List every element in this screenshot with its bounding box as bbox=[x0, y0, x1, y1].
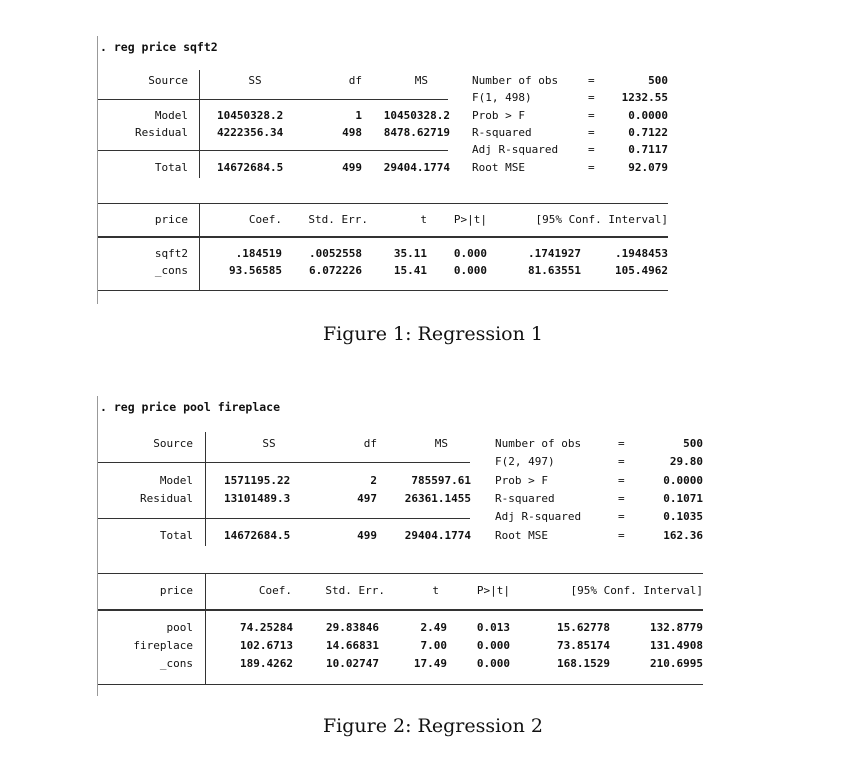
coef-value: 93.56585 bbox=[229, 264, 282, 277]
coef-se: 10.02747 bbox=[326, 657, 379, 670]
stat-eq: = bbox=[588, 74, 595, 87]
coef-top-rule bbox=[98, 573, 703, 574]
coef-var: fireplace bbox=[133, 639, 193, 652]
anova-source: Total bbox=[159, 529, 193, 542]
anova-column-divider bbox=[205, 432, 206, 546]
coef-se: .0052558 bbox=[309, 247, 362, 260]
coef-var: pool bbox=[166, 621, 193, 634]
stat-value: 0.7117 bbox=[628, 143, 668, 156]
coef-ci-low: .1741927 bbox=[528, 247, 581, 260]
stat-eq: = bbox=[618, 529, 625, 542]
anova-ms: 8478.62719 bbox=[383, 126, 450, 139]
regression-command: . reg price sqft2 bbox=[100, 40, 218, 54]
coef-p: 0.013 bbox=[476, 621, 510, 634]
anova-total-rule bbox=[98, 150, 448, 151]
coef-se: 6.072226 bbox=[309, 264, 362, 277]
stat-label: Root MSE bbox=[495, 529, 548, 542]
anova-source: Total bbox=[154, 161, 188, 174]
anova-ms: 785597.61 bbox=[411, 474, 471, 487]
stat-eq: = bbox=[618, 455, 625, 468]
stat-value: 0.1035 bbox=[663, 510, 703, 523]
anova-ss: 14672684.5 bbox=[217, 161, 284, 174]
anova-column-divider bbox=[199, 70, 200, 178]
anova-header-rule bbox=[98, 99, 448, 100]
anova-header-ms: MS bbox=[434, 437, 448, 450]
coef-header-var: price bbox=[154, 213, 188, 226]
anova-df: 1 bbox=[355, 109, 362, 122]
stat-label: Prob > F bbox=[472, 109, 525, 122]
stat-value: 92.079 bbox=[628, 161, 668, 174]
coef-ci-high: 210.6995 bbox=[650, 657, 703, 670]
anova-df: 499 bbox=[357, 529, 377, 542]
coef-value: 74.25284 bbox=[240, 621, 293, 634]
anova-ss: 1571195.22 bbox=[224, 474, 291, 487]
coef-p: 0.000 bbox=[453, 247, 487, 260]
output-margin-line bbox=[97, 36, 98, 304]
figure-caption: Figure 2: Regression 2 bbox=[323, 715, 543, 737]
anova-ms: 29404.1774 bbox=[383, 161, 450, 174]
stat-label: F(1, 498) bbox=[472, 91, 532, 104]
coef-bottom-rule bbox=[98, 290, 668, 291]
stat-eq: = bbox=[618, 510, 625, 523]
anova-df: 2 bbox=[370, 474, 377, 487]
coef-column-divider bbox=[205, 573, 206, 685]
anova-header-ss: SS bbox=[262, 437, 276, 450]
coef-header-t: t bbox=[420, 213, 427, 226]
anova-header-rule bbox=[98, 462, 470, 463]
stat-value: 1232.55 bbox=[621, 91, 668, 104]
anova-source: Residual bbox=[135, 126, 188, 139]
anova-ss: 13101489.3 bbox=[224, 492, 291, 505]
stat-value: 0.0000 bbox=[628, 109, 668, 122]
anova-source: Model bbox=[159, 474, 193, 487]
coef-header-p: P>|t| bbox=[476, 584, 510, 597]
coef-ci-low: 15.62778 bbox=[557, 621, 610, 634]
stat-value: 29.80 bbox=[669, 455, 703, 468]
coef-column-divider bbox=[199, 203, 200, 290]
coef-t: 15.41 bbox=[393, 264, 427, 277]
anova-ms: 26361.1455 bbox=[404, 492, 471, 505]
coef-var: _cons bbox=[154, 264, 188, 277]
coef-ci-low: 73.85174 bbox=[557, 639, 610, 652]
stat-label: Adj R-squared bbox=[495, 510, 582, 523]
stat-value: 0.0000 bbox=[663, 474, 703, 487]
anova-header-ms: MS bbox=[414, 74, 428, 87]
anova-ss: 4222356.34 bbox=[217, 126, 284, 139]
anova-source: Model bbox=[154, 109, 188, 122]
coef-header-t: t bbox=[432, 584, 439, 597]
stat-eq: = bbox=[588, 143, 595, 156]
stat-eq: = bbox=[618, 437, 625, 450]
stat-label: Prob > F bbox=[495, 474, 548, 487]
coef-ci-high: .1948453 bbox=[615, 247, 668, 260]
coef-header-var: price bbox=[159, 584, 193, 597]
stat-eq: = bbox=[588, 109, 595, 122]
coef-var: sqft2 bbox=[154, 247, 188, 260]
coef-header-coef: Coef. bbox=[248, 213, 282, 226]
stat-label: Number of obs bbox=[495, 437, 582, 450]
stat-label: F(2, 497) bbox=[495, 455, 555, 468]
coef-ci-low: 168.1529 bbox=[557, 657, 610, 670]
coef-p: 0.000 bbox=[476, 657, 510, 670]
regression-command: . reg price pool fireplace bbox=[100, 400, 281, 414]
output-margin-line bbox=[97, 396, 98, 696]
anova-df: 498 bbox=[342, 126, 362, 139]
coef-header-p: P>|t| bbox=[453, 213, 487, 226]
coef-ci-high: 131.4908 bbox=[650, 639, 703, 652]
coef-t: 2.49 bbox=[420, 621, 447, 634]
figure-caption: Figure 1: Regression 1 bbox=[323, 323, 543, 345]
stat-label: R-squared bbox=[495, 492, 555, 505]
coef-header-coef: Coef. bbox=[258, 584, 292, 597]
coef-se: 14.66831 bbox=[326, 639, 379, 652]
coef-value: 189.4262 bbox=[240, 657, 293, 670]
coef-bottom-rule bbox=[98, 684, 703, 685]
stat-value: 500 bbox=[683, 437, 703, 450]
anova-ss: 10450328.2 bbox=[217, 109, 284, 122]
stat-value: 162.36 bbox=[663, 529, 703, 542]
anova-header-source: Source bbox=[153, 437, 193, 450]
stat-value: 0.7122 bbox=[628, 126, 668, 139]
stat-eq: = bbox=[588, 161, 595, 174]
stat-eq: = bbox=[618, 474, 625, 487]
stat-eq: = bbox=[618, 492, 625, 505]
coef-value: 102.6713 bbox=[240, 639, 293, 652]
coef-ci-high: 105.4962 bbox=[615, 264, 668, 277]
coef-top-rule bbox=[98, 203, 668, 204]
coef-header-se: Std. Err. bbox=[325, 584, 385, 597]
anova-header-df: df bbox=[348, 74, 362, 87]
anova-total-rule bbox=[98, 518, 470, 519]
anova-df: 497 bbox=[357, 492, 377, 505]
stat-eq: = bbox=[588, 91, 595, 104]
coef-header-rule bbox=[98, 609, 703, 611]
anova-header-ss: SS bbox=[248, 74, 262, 87]
coef-ci-low: 81.63551 bbox=[528, 264, 581, 277]
coef-p: 0.000 bbox=[453, 264, 487, 277]
stat-eq: = bbox=[588, 126, 595, 139]
stat-label: Adj R-squared bbox=[472, 143, 559, 156]
coef-ci-high: 132.8779 bbox=[650, 621, 703, 634]
anova-df: 499 bbox=[342, 161, 362, 174]
anova-ms: 10450328.2 bbox=[383, 109, 450, 122]
coef-t: 17.49 bbox=[413, 657, 447, 670]
coef-header-ci: [95% Conf. Interval] bbox=[570, 584, 703, 597]
stat-value: 0.1071 bbox=[663, 492, 703, 505]
anova-ms: 29404.1774 bbox=[404, 529, 471, 542]
coef-se: 29.83846 bbox=[326, 621, 379, 634]
stat-label: R-squared bbox=[472, 126, 532, 139]
coef-header-ci: [95% Conf. Interval] bbox=[535, 213, 668, 226]
coef-t: 35.11 bbox=[393, 247, 427, 260]
anova-source: Residual bbox=[140, 492, 193, 505]
coef-value: .184519 bbox=[235, 247, 282, 260]
anova-header-source: Source bbox=[148, 74, 188, 87]
coef-header-rule bbox=[98, 236, 668, 238]
anova-ss: 14672684.5 bbox=[224, 529, 291, 542]
coef-var: _cons bbox=[159, 657, 193, 670]
coef-header-se: Std. Err. bbox=[308, 213, 368, 226]
stat-value: 500 bbox=[648, 74, 668, 87]
coef-t: 7.00 bbox=[420, 639, 447, 652]
stat-label: Number of obs bbox=[472, 74, 559, 87]
anova-header-df: df bbox=[363, 437, 377, 450]
stat-label: Root MSE bbox=[472, 161, 525, 174]
coef-p: 0.000 bbox=[476, 639, 510, 652]
